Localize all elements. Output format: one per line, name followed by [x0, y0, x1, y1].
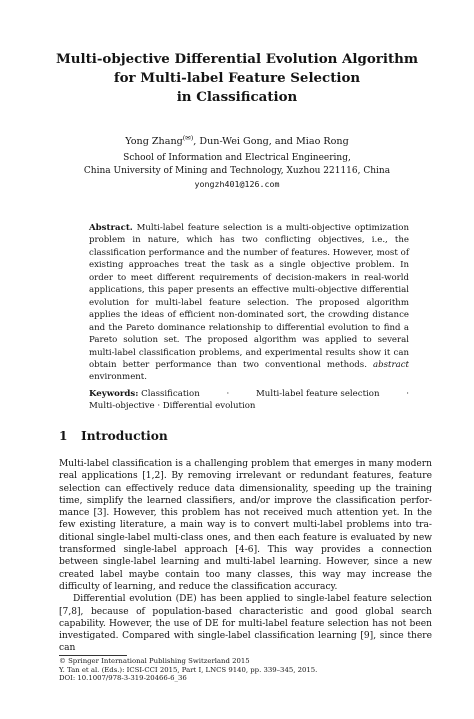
author-first: Yong Zhang — [125, 136, 183, 148]
footer-doi: DOI: 10.1007/978-3-319-20466-6_36 — [59, 674, 187, 683]
affiliation-line-2: China University of Mining and Technology, Xuzhou 221116, China — [83, 166, 391, 176]
footer-notice — [59, 657, 317, 683]
paper-title — [30, 50, 444, 107]
abstract-text: Multi-label feature selection is a multi-objective optimization problem in nature, which has two conflicting objectives, i.e., the classification performance and the number of features. However, most of existing approaches treat the task as a single objective problem. In order to meet different requirements of decision-makers in real-world applications, this paper presents an effective multi-objective differential evolution for multi-label feature selection. The proposed algorithm applies the ideas of efficient non-dominated sort, the crowding distance and the Pareto dominance relationship to differential evolution to find a Pareto solution set. The proposed algorithm was applied to several multi-label classification problems, and experimental results show it can obtain better performance than two conventional methods. — [89, 223, 409, 370]
keyword-separator: · — [406, 389, 409, 399]
section-heading — [59, 429, 168, 443]
keywords — [89, 388, 409, 413]
keyword-2: Multi-label feature selection — [256, 389, 380, 399]
title-line-3: in Classification — [176, 89, 298, 105]
abstract-label: Abstract. — [89, 223, 133, 233]
author-email: yongzh401@126.com — [194, 179, 280, 189]
affiliation — [20, 152, 454, 191]
author-list — [20, 132, 454, 148]
abstract-tail-italic: abstract — [373, 359, 409, 370]
keyword-3: Multi-objective — [89, 401, 155, 412]
abstract-tail: environment. — [89, 372, 147, 383]
section-title: Introduction — [81, 429, 168, 443]
footer-copyright: © Springer International Publishing Switzerland 2015 — [59, 657, 250, 665]
footer-citation: Y. Tan et al. (Eds.): ICSI-CCI 2015, Part I, LNCS 9140, pp. 339–345, 2015. — [59, 665, 318, 674]
keyword-separator: · — [157, 401, 161, 412]
corresponding-author-mark: (✉) — [182, 134, 194, 142]
abstract — [89, 222, 409, 384]
author-rest: , Dun-Wei Gong, and Miao Rong — [193, 136, 349, 148]
keyword-1: Classification — [141, 389, 200, 399]
affiliation-line-1: School of Information and Electrical Engineering, — [123, 153, 351, 163]
keyword-separator: · — [226, 389, 230, 399]
footer-rule — [59, 655, 127, 656]
title-line-1: Multi-objective Differential Evolution Algorithm — [55, 51, 419, 67]
body-paragraph-1: Multi-label classification is a challenging problem that emerges in many modern real applications [1,2]. By removing irrelevant or redundant features, feature selection can effectively reduce data dimensionality, speeding up the training time, simplify the learned classifiers, and/or improve the classification performance [3]. However, this problem has not received much attention yet. In the few existing literature, a main way is to convert multi-label problems into traditional single-label multi-class ones, and then each feature is evaluated by new transformed single-label approach [4-6]. This way provides a connection between single-label learning and multi-label learning. However, since a new created label maybe contain too many classes, this way may increase the difficulty of learning, and reduce the classification accuracy. — [59, 459, 432, 592]
keyword-4: Differential evolution — [162, 401, 256, 412]
keywords-label: Keywords: — [89, 389, 139, 399]
body-text — [59, 458, 432, 655]
title-line-2: for Multi-label Feature Selection — [113, 70, 361, 86]
section-number: 1 — [59, 429, 68, 443]
body-paragraph-2: Differential evolution (DE) has been applied to single-label feature selection [7,8], because of population-based characteristic and good global search capability. However, the use of DE for multi-label feature selection has not been investigated. Compared with single-label classification learning [9], since there can — [59, 594, 432, 654]
